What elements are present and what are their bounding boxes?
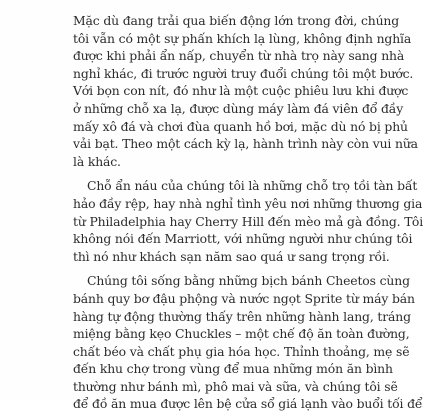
text-line: từ Philadelphia hay Cherry Hill đến mèo mả gà đồng. Tôi [73,213,423,229]
text-line: miệng bằng kẹo Chuckles – một chế độ ăn toàn đường, [73,326,410,342]
text-line: thì nó như khách sạn năm sao quá ư sang trọng rồi. [73,248,390,264]
text-line: Chỗ ẩn náu của chúng tôi là những chỗ trọ tồi tàn bất [87,178,418,194]
text-line: là khác. [73,153,121,169]
paragraph-3 [73,272,423,413]
text-line: được khi phải ẩn nấp, chuyển từ nhà trọ này sang nhà [73,48,405,64]
body-text [73,12,423,413]
text-line: mấy xô đá và chơi đùa quanh hồ bơi, mặc dù nó bị phủ [73,118,408,134]
text-line: đến khu chợ trong vùng để mua những món ăn bình [73,361,393,377]
text-line: tôi vẫn có một sự phấn khích lạ lùng, không định nghĩa [73,30,412,46]
text-line: để đồ ăn mua được lên bệ cửa sổ giá lạnh vào buổi tối để [73,396,423,412]
paragraph-2 [73,177,423,265]
text-line: Với bọn con nít, đó như là một cuộc phiêu lưu khi được [73,83,409,99]
text-line: nghỉ khác, đi trước người truy đuổi chúng tôi một bước. [73,65,414,81]
text-line: chất béo và chất phụ gia hóa học. Thỉnh thoảng, mẹ sẽ [73,343,410,359]
text-line: không nói đến Marriott, với những người như chúng tôi [73,231,413,247]
text-line: thường như bánh mì, phô mai và sữa, và chúng tôi sẽ [73,378,398,394]
text-line: vải bạt. Theo một cách kỳ lạ, hành trình này còn vui nữa [73,136,418,152]
text-line: hàng tự động thường thấy trên những hành lang, tráng [73,308,411,324]
paragraph-1 [73,12,418,170]
text-line: Chúng tôi sống bằng những bịch bánh Cheetos cùng [87,273,410,289]
text-line: hảo đầy rệp, hay nhà nghỉ tình yêu nơi những thương gia [73,195,423,211]
text-line: bánh quy bơ đậu phộng và nước ngọt Sprite từ máy bán [73,290,415,306]
text-line: Mặc dù đang trải qua biến động lớn trong đời, chúng [73,13,400,28]
text-line: ở những chỗ xa lạ, được dùng máy làm đá viên đổ đầy [73,100,404,116]
